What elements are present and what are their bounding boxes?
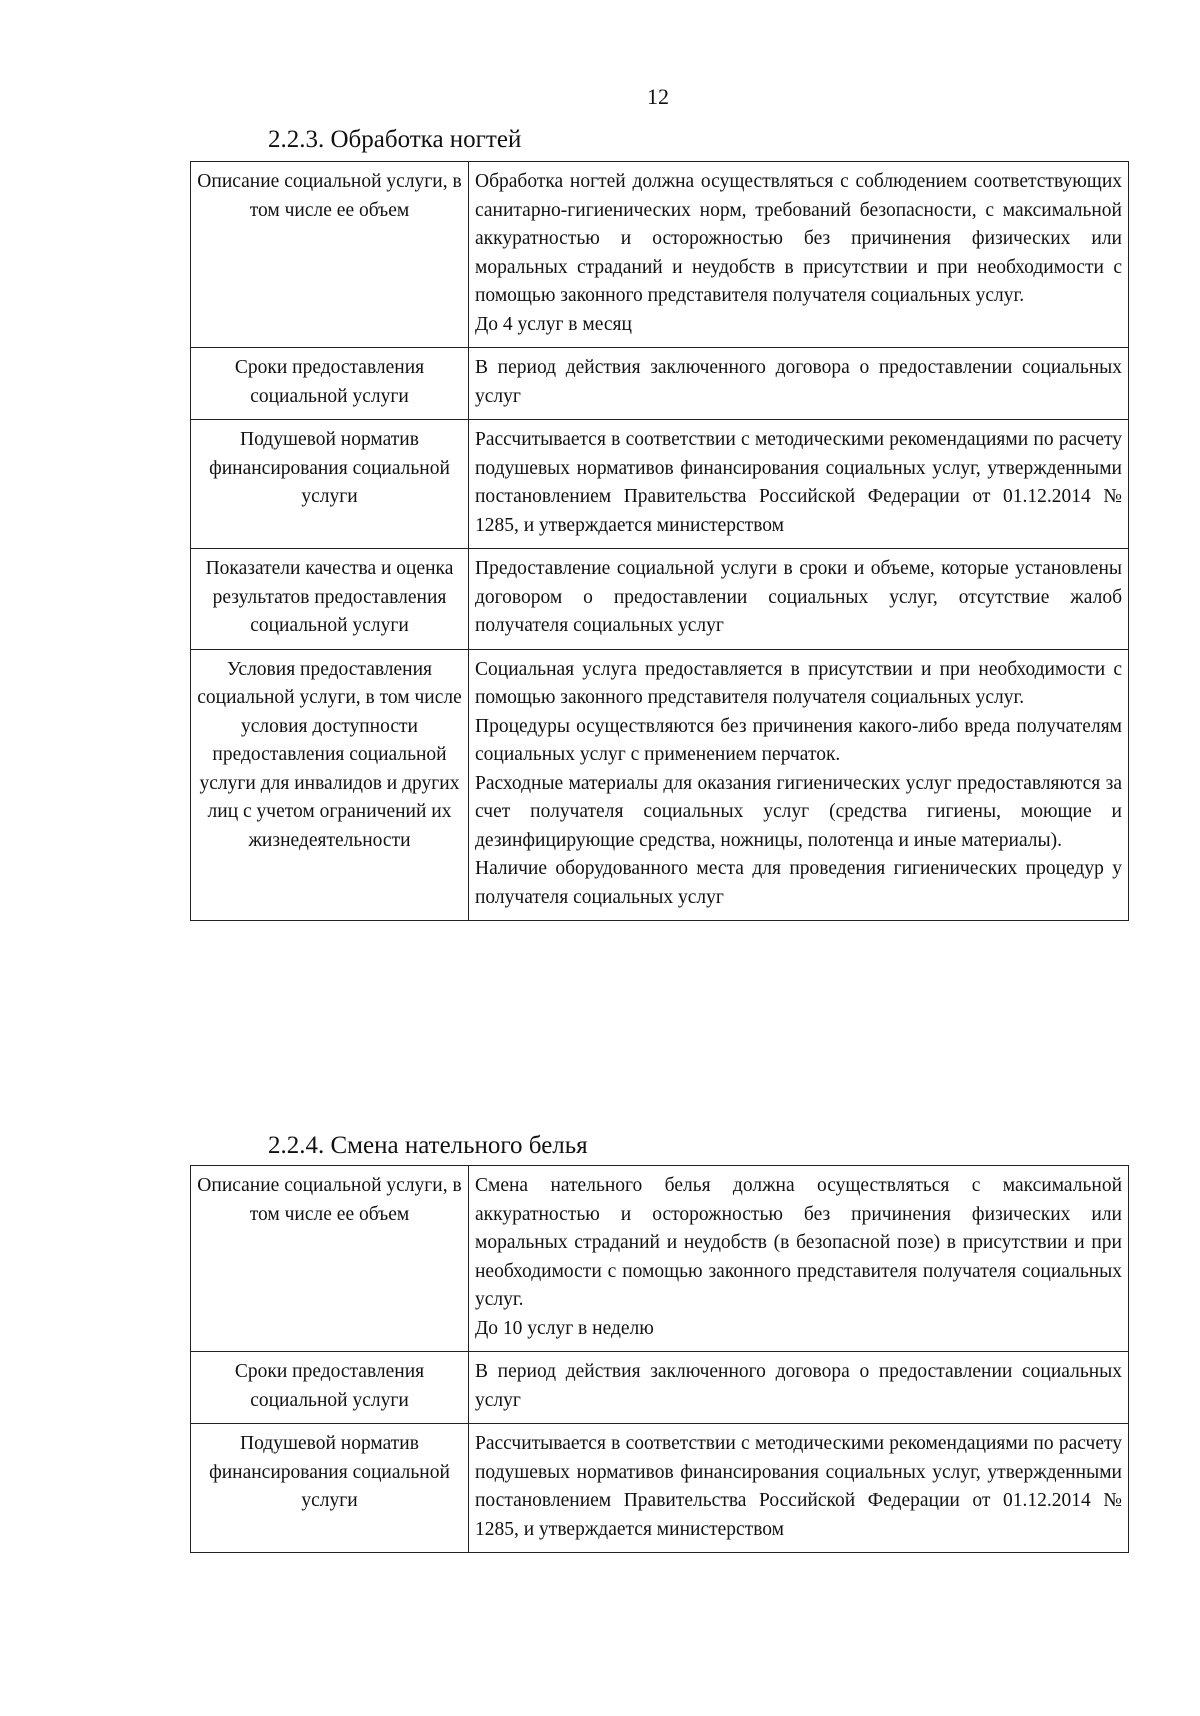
row-label: Подушевой норматив финансирования социальной услуги bbox=[191, 420, 469, 549]
value-paragraph: Социальная услуга предоставляется в присутствии и при необходимости с помощью законного представителя получателя социальных услуг. bbox=[475, 658, 1122, 708]
page-number: 12 bbox=[647, 84, 669, 109]
value-paragraph: Рассчитывается в соответствии с методическими рекомендациями по расчету подушевых нормативов финансирования социальных услуг, утвержденными постановлением Правительства Российской Федерации от 01.12.2014 № 1285, и утверждается министерством bbox=[475, 429, 1122, 536]
value-paragraph: Смена нательного белья должна осуществляться с максимальной аккуратностью и осторожностью без причинения физических или моральных страданий и неудобств (в безопасной позе) в присутствии и при необходимости с помощью законного представителя получателя социальных услуг. bbox=[475, 1175, 1122, 1310]
row-label: Условия предоставления социальной услуги, в том числе условия доступности предоставления социальной услуги для инвалидов и других лиц с учетом ограничений их жизнедеятельности bbox=[191, 649, 469, 921]
row-value bbox=[469, 420, 1129, 549]
table-row bbox=[191, 1352, 1129, 1424]
row-value bbox=[469, 549, 1129, 650]
service-table bbox=[190, 1165, 1129, 1553]
table-row bbox=[191, 549, 1129, 650]
row-label: Сроки предоставления социальной услуги bbox=[191, 1352, 469, 1424]
row-value bbox=[469, 1166, 1129, 1352]
table-row bbox=[191, 348, 1129, 420]
row-value bbox=[469, 348, 1129, 420]
row-label: Сроки предоставления социальной услуги bbox=[191, 348, 469, 420]
section-heading: 2.2.4. Смена нательного белья bbox=[268, 1132, 588, 1159]
table-row bbox=[191, 1166, 1129, 1352]
row-value bbox=[469, 162, 1129, 348]
value-paragraph: До 10 услуг в неделю bbox=[475, 1317, 654, 1339]
row-value bbox=[469, 649, 1129, 921]
value-paragraph: В период действия заключенного договора о предоставлении социальных услуг bbox=[475, 1361, 1122, 1411]
row-value bbox=[469, 1424, 1129, 1553]
row-label: Описание социальной услуги, в том числе ее объем bbox=[191, 1166, 469, 1352]
value-paragraph: Предоставление социальной услуги в сроки и объеме, которые установлены договором о предоставлении социальных услуг, отсутствие жалоб получателя социальных услуг bbox=[475, 558, 1122, 636]
value-paragraph: В период действия заключенного договора о предоставлении социальных услуг bbox=[475, 357, 1122, 407]
value-paragraph: Наличие оборудованного места для проведения гигиенических процедур у получателя социальных услуг bbox=[475, 858, 1122, 908]
row-label: Подушевой норматив финансирования социальной услуги bbox=[191, 1424, 469, 1553]
value-paragraph: До 4 услуг в месяц bbox=[475, 313, 632, 335]
row-value bbox=[469, 1352, 1129, 1424]
section-heading: 2.2.3. Обработка ногтей bbox=[268, 126, 522, 153]
table-row bbox=[191, 162, 1129, 348]
table-row bbox=[191, 1424, 1129, 1553]
value-paragraph: Расходные материалы для оказания гигиенических услуг предоставляются за счет получателя социальных услуг (средства гигиены, моющие и дезинфицирующие средства, ножницы, полотенца и иные материалы). bbox=[475, 772, 1122, 851]
table-row bbox=[191, 649, 1129, 921]
service-table bbox=[190, 161, 1129, 921]
value-paragraph: Рассчитывается в соответствии с методическими рекомендациями по расчету подушевых нормативов финансирования социальных услуг, утвержденными постановлением Правительства Российской Федерации от 01.12.2014 № 1285, и утверждается министерством bbox=[475, 1433, 1122, 1540]
row-label: Описание социальной услуги, в том числе ее объем bbox=[191, 162, 469, 348]
value-paragraph: Процедуры осуществляются без причинения какого-либо вреда получателям социальных услуг с применением перчаток. bbox=[475, 715, 1122, 765]
table-row bbox=[191, 420, 1129, 549]
row-label: Показатели качества и оценка результатов предоставления социальной услуги bbox=[191, 549, 469, 650]
value-paragraph: Обработка ногтей должна осуществляться с соблюдением соответствующих санитарно-гигиенических норм, требований безопасности, с максимальной аккуратностью и осторожностью без причинения физических или моральных страданий и неудобств в присутствии и при необходимости с помощью законного представителя получателя социальных услуг. bbox=[475, 171, 1122, 306]
